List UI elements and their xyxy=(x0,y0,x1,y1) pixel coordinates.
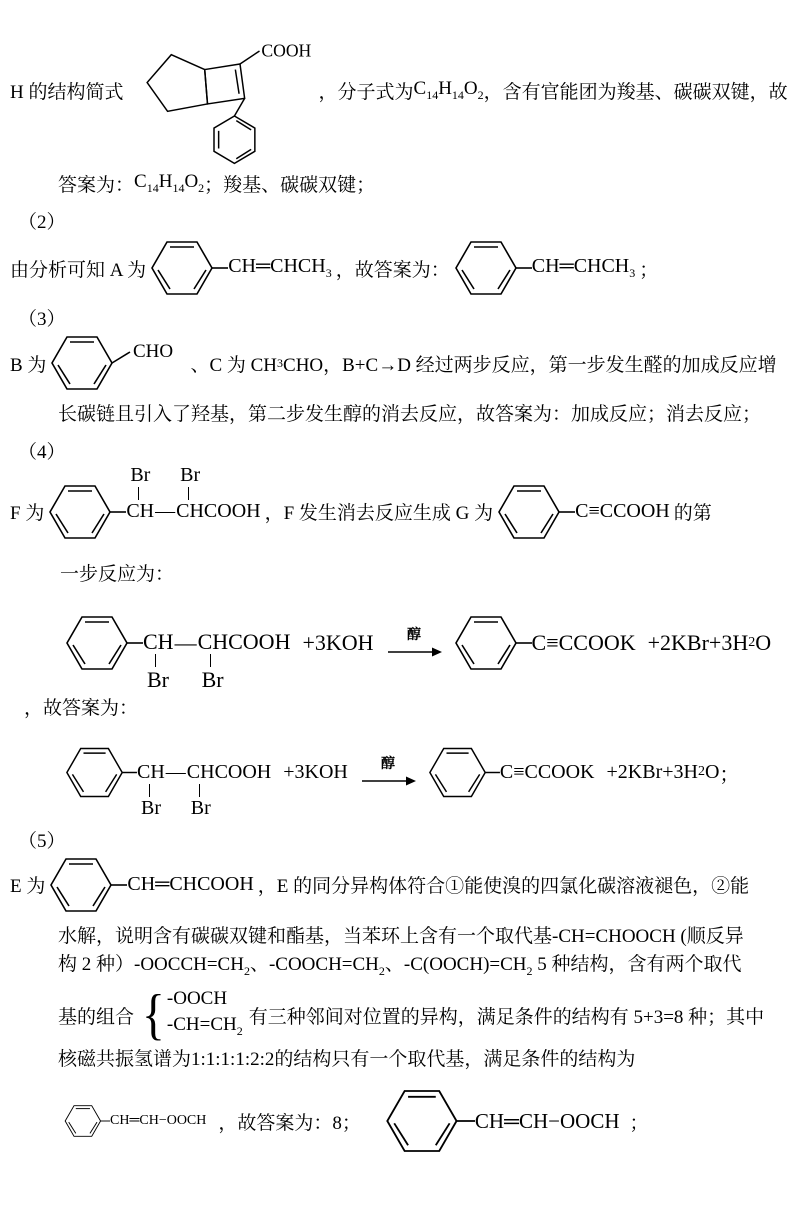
formula-C: C xyxy=(134,171,147,193)
br-label: Br xyxy=(190,796,211,819)
carbon-with-br xyxy=(126,464,154,559)
text-b-lead: B 为 xyxy=(10,354,47,376)
paragraph-line-4 xyxy=(58,983,800,1046)
text-a-lead: 由分析可知 A 为 xyxy=(10,259,147,281)
arrow-condition-label: 醇 xyxy=(406,627,421,643)
text-final-lead: ，故答案为： xyxy=(218,1112,333,1134)
line-h-structure xyxy=(10,12,800,168)
ch-label: CH xyxy=(137,760,165,783)
carbon-with-br xyxy=(176,464,260,559)
products-o: O xyxy=(755,629,772,655)
arrow-condition-label: 醇 xyxy=(380,757,395,773)
formula-C: C xyxy=(413,77,427,99)
sub: 2 xyxy=(378,963,385,978)
bond-line xyxy=(138,487,139,500)
formula-O: O xyxy=(184,171,199,193)
br-label: Br xyxy=(180,464,201,486)
formula-sub: 14 xyxy=(451,87,464,102)
text-b-mid1: 、C 为 CH xyxy=(190,354,278,376)
substituent-brace-group xyxy=(140,983,243,1046)
structure-A xyxy=(454,236,636,300)
sub: 2 xyxy=(243,963,250,978)
structure-B-benzaldehyde xyxy=(50,331,186,395)
benzene-ring xyxy=(454,611,532,675)
bond-line xyxy=(155,654,156,667)
text-a-mid: ，故答案为： xyxy=(335,259,450,281)
reagent-koh: +3KOH xyxy=(283,760,348,783)
substituent-list xyxy=(167,986,243,1044)
single-bond: — xyxy=(165,760,186,783)
text-final-count: 8； xyxy=(332,1112,361,1134)
benzene-ring xyxy=(428,743,500,802)
text-f-tail: 的第 xyxy=(673,503,712,524)
iso-chain-label: CH═CH−OOCH xyxy=(110,1113,207,1129)
benzene-ring xyxy=(49,853,127,917)
alkyne-salt-label: C≡CCOOK xyxy=(499,760,595,783)
cooh-label: COOH xyxy=(261,40,312,61)
reaction-arrow xyxy=(360,755,416,789)
molecular-formula xyxy=(414,78,484,103)
benzene-ring xyxy=(65,611,143,675)
text-sec2-num: （2） xyxy=(18,212,66,233)
br-label: Br xyxy=(201,667,224,693)
structure-A xyxy=(150,236,332,300)
text-combo-lead: 基的组合 xyxy=(58,1006,135,1028)
text-e-tail: ，E 的同分异构体符合①能使溴的四氯化碳溶液褪色，②能 xyxy=(257,876,750,898)
chain-label: $CH═CHCH_3$ xyxy=(531,255,636,280)
text-ans-tail: ；羧基、碳碳双键； xyxy=(204,175,376,196)
iso-chain-label: CH═CH−OOCH xyxy=(474,1108,620,1133)
alkyne-chain-label: C≡CCOOH xyxy=(575,500,670,522)
text-sub3: 3 xyxy=(277,355,284,370)
text-sec5-num: （5） xyxy=(18,830,66,852)
reaction-equation-2 xyxy=(65,725,800,820)
benzene-ring xyxy=(497,480,575,544)
reaction-equation-1 xyxy=(65,593,800,693)
carbon-with-br xyxy=(137,725,165,820)
text: 、-C(OOCH)=CH xyxy=(384,953,527,975)
carbon-with-br xyxy=(198,593,291,693)
text: 5 种结构，含有两个取代 xyxy=(532,953,742,975)
substituent-2: $-CH=CH_2$ xyxy=(166,1014,243,1039)
formula-H: H xyxy=(158,171,173,193)
line-b-structure xyxy=(10,331,800,395)
structure-iso-large xyxy=(385,1084,620,1158)
carbon-with-br xyxy=(187,725,271,820)
benzene-ring xyxy=(65,743,137,802)
text-sec4-num: （4） xyxy=(18,442,66,463)
structure-G-alkyne xyxy=(497,480,670,544)
single-bond: — xyxy=(155,500,176,522)
products-sub: 2 xyxy=(697,764,705,780)
curly-brace: { xyxy=(142,983,165,1046)
text-ans-lead: 答案为： xyxy=(58,175,135,196)
section-3-number xyxy=(14,304,800,331)
cho-label: CHO xyxy=(133,341,174,362)
structure-F-dibromide xyxy=(48,464,260,559)
br-label: Br xyxy=(130,464,151,486)
chcooh-label: CHCOOH xyxy=(197,629,291,654)
formula-sub: 2 xyxy=(198,180,205,195)
paragraph-line-5: 核磁共振氢谱为1:1:1:1:2:2的结构只有一个取代基，满足条件的结构为 xyxy=(58,1049,636,1071)
chcooh-label: CHCOOH xyxy=(186,760,272,783)
sub: 2 xyxy=(526,963,533,978)
line-e-structure xyxy=(10,853,800,917)
line-answer-1 xyxy=(58,170,800,197)
products-label: +2KBr+3H xyxy=(606,760,698,783)
benzene-ring xyxy=(150,236,228,300)
semicolon: ； xyxy=(719,763,740,786)
formula-sub: 14 xyxy=(426,87,439,102)
paragraph-line-2: 水解，说明含有碳碳双键和酯基，当苯环上含有一个取代基-CH=CHOOCH (顺反异 xyxy=(58,925,744,947)
formula-O: O xyxy=(463,77,478,99)
text-a-tail: ； xyxy=(639,259,659,281)
benzene-ring xyxy=(454,236,532,300)
ch-label: CH xyxy=(143,629,174,654)
bond-line xyxy=(149,784,150,797)
paragraph-line-3 xyxy=(58,951,800,985)
benzene-ring xyxy=(64,1102,110,1140)
e-chain-label: CH═CHCOOH xyxy=(127,873,254,896)
bond-line xyxy=(199,784,200,797)
text-h-mid: ，分子式为 xyxy=(318,81,414,103)
br-label: Br xyxy=(147,667,169,693)
line-final-answer xyxy=(60,1084,800,1158)
products-o: O xyxy=(704,760,720,783)
carbon-with-br xyxy=(143,593,174,693)
text-h-tail: ，含有官能团为羧基、碳碳双键，故 xyxy=(483,81,788,103)
formula-sub: 2 xyxy=(477,87,484,102)
line-b-answer: 长碳链且引入了羟基，第二步发生醇的消去反应，故答案为：加成反应；消去反应； xyxy=(58,404,762,425)
text-f-lead: F 为 xyxy=(10,503,45,524)
chcooh-label: CHCOOH xyxy=(176,500,261,522)
formula-H: H xyxy=(438,77,452,99)
section-4-number xyxy=(14,437,800,464)
bond-line xyxy=(188,487,189,500)
molecular-formula xyxy=(134,171,204,196)
line-step-lead: 一步反应为： xyxy=(60,564,175,585)
benzene-ring xyxy=(48,480,126,544)
reagent-koh: +3KOH xyxy=(302,629,374,655)
line-eq-answer-lead: ，故答案为： xyxy=(24,697,139,719)
br-label: Br xyxy=(141,796,161,819)
section-5-number xyxy=(14,826,800,853)
benzene-ring xyxy=(385,1084,475,1158)
products-label: +2KBr+3H xyxy=(647,629,749,655)
line-f-structure xyxy=(10,464,800,559)
text-b-mid2: CHO，B+C→D 经过两步反应，第一步发生醛的加成反应增 xyxy=(283,354,777,376)
text-h-lead: H 的结构简式 xyxy=(10,81,124,103)
formula-sub: 14 xyxy=(146,180,159,195)
line-a-structure xyxy=(10,236,800,300)
text-combo-tail: 有三种邻间对位置的异构，满足条件的结构有 5+3=8 种；其中 xyxy=(248,1006,765,1028)
structure-E-cinnamic-acid xyxy=(49,853,253,917)
text: 、-COOCH=CH xyxy=(249,953,379,975)
structure-iso-small xyxy=(64,1102,206,1140)
section-2-number xyxy=(14,207,800,234)
substituent-1: -OOCH xyxy=(166,988,228,1010)
bond-line xyxy=(210,654,211,667)
formula-sub: 14 xyxy=(172,180,185,195)
structure-H-bicyclic xyxy=(123,12,318,168)
text-f-mid: ，F 发生消去反应生成 G 为 xyxy=(264,503,494,524)
ch-label: CH xyxy=(126,500,155,522)
text-final-semi: ； xyxy=(629,1112,649,1134)
text-e-lead: E 为 xyxy=(10,876,46,898)
single-bond: — xyxy=(174,629,197,655)
products-sub: 2 xyxy=(748,634,756,650)
text: 构 2 种）-OOCCH=CH xyxy=(58,953,244,975)
chain-label: $CH═CHCH_3$ xyxy=(228,255,332,280)
alkyne-salt-label: C≡CCOOK xyxy=(531,629,636,655)
reaction-arrow xyxy=(386,626,442,660)
text-sec3-num: （3） xyxy=(18,309,66,330)
